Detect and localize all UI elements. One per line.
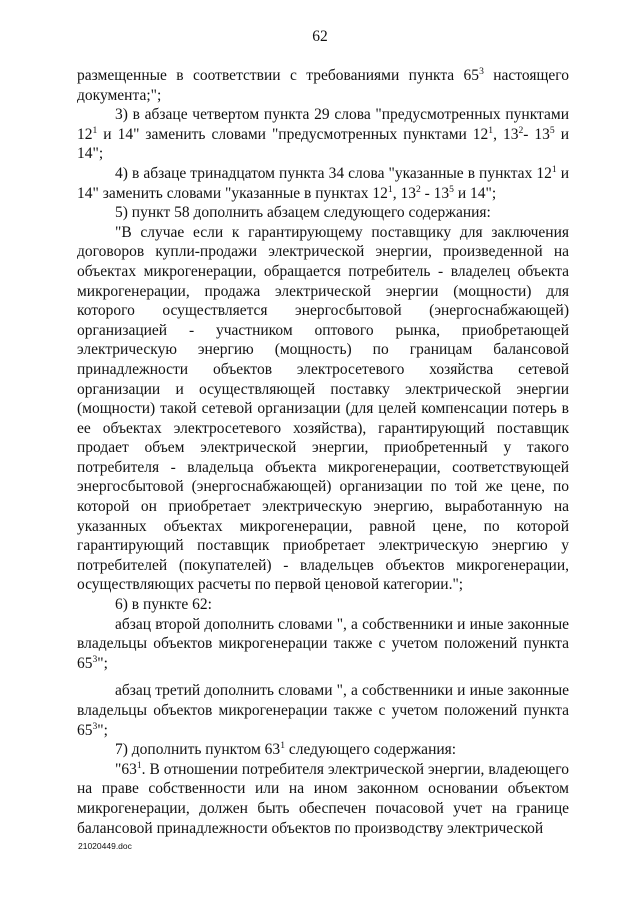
paragraph-4: 5) пункт 58 дополнить абзацем следующего содержания: <box>115 204 491 222</box>
paragraph-5: "В случае если к гарантирующему поставщику для заключения договоров купли-продажи электрической энергии, произведенной на объектах микрогенерации, обращается потребитель - владелец объекта микрогенерации, продажа электрической энергии (мощности) для которого осуществляется энергосбытовой (энергоснабжающей) организацией - участником оптового рынка, приобретающей электрическую энергию (мощность) по границам балансовой принадлежности объектов электросетевого хозяйства сетевой организации и осуществляющей поставку электрической энергии (мощности) такой сетевой организации (для целей компенсации потерь в ее объектах электросетевого хозяйства), гарантирующий поставщик продает объем электрической энергии, приобретенный у такого потребителя - владельца объекта микрогенерации, соответствующей энергосбытовой (энергоснабжающей) организации по той же цене, по которой он приобретает электрическую энергию, выработанную на указанных объектах микрогенерации, равной цене, по которой гарантирующий поставщик приобретает электрическую энергию у потребителей (покупателей) - владельцев объектов микрогенерации, осуществляющих расчеты по первой ценовой категории."; <box>77 223 569 594</box>
paragraph-6: 6) в пункте 62: <box>115 596 212 614</box>
paragraph-1: размещенные в соответствии с требованиями пункта $65^3$ настоящего документа;"; <box>77 66 569 104</box>
paragraph-3: 4) в абзаце тринадцатом пункта 34 слова "указанные в пунктах $12^1$ и 14" заменить словами "указанные в пунктах $12^1$, $13^2 - 13^5$ и 14"; <box>77 164 569 202</box>
paragraph-10: "$63^1$. В отношении потребителя электрической энергии, владеющего на праве собственности или на ином законном основании объектом микрогенерации, должен быть обеспечен почасовой учет на границе балансовой принадлежности объектов по производству электрической <box>77 759 569 837</box>
footer-file-code: 21020449.doc <box>78 841 132 851</box>
paragraph-2: 3) в абзаце четвертом пункта 29 слова "предусмотренных пунктами $12^1$ и 14" заменить словами "предусмотренных пунктами $12^1$, $13^2-$ $13^5$ и 14"; <box>77 106 570 163</box>
paragraph-8: абзац третий дополнить словами ", а собственники и иные законные владельцы объектов микрогенерации также с учетом положений пункта $65^3$"; <box>77 682 569 739</box>
paragraph-7: абзац второй дополнить словами ", а собственники и иные законные владельцы объектов микрогенерации также с учетом положений пункта $65^3$"; <box>77 615 569 672</box>
document-body <box>77 66 569 838</box>
page-number: 62 <box>312 28 328 45</box>
paragraph-9: 7) дополнить пунктом $63^1$ следующего содержания: <box>115 740 457 759</box>
